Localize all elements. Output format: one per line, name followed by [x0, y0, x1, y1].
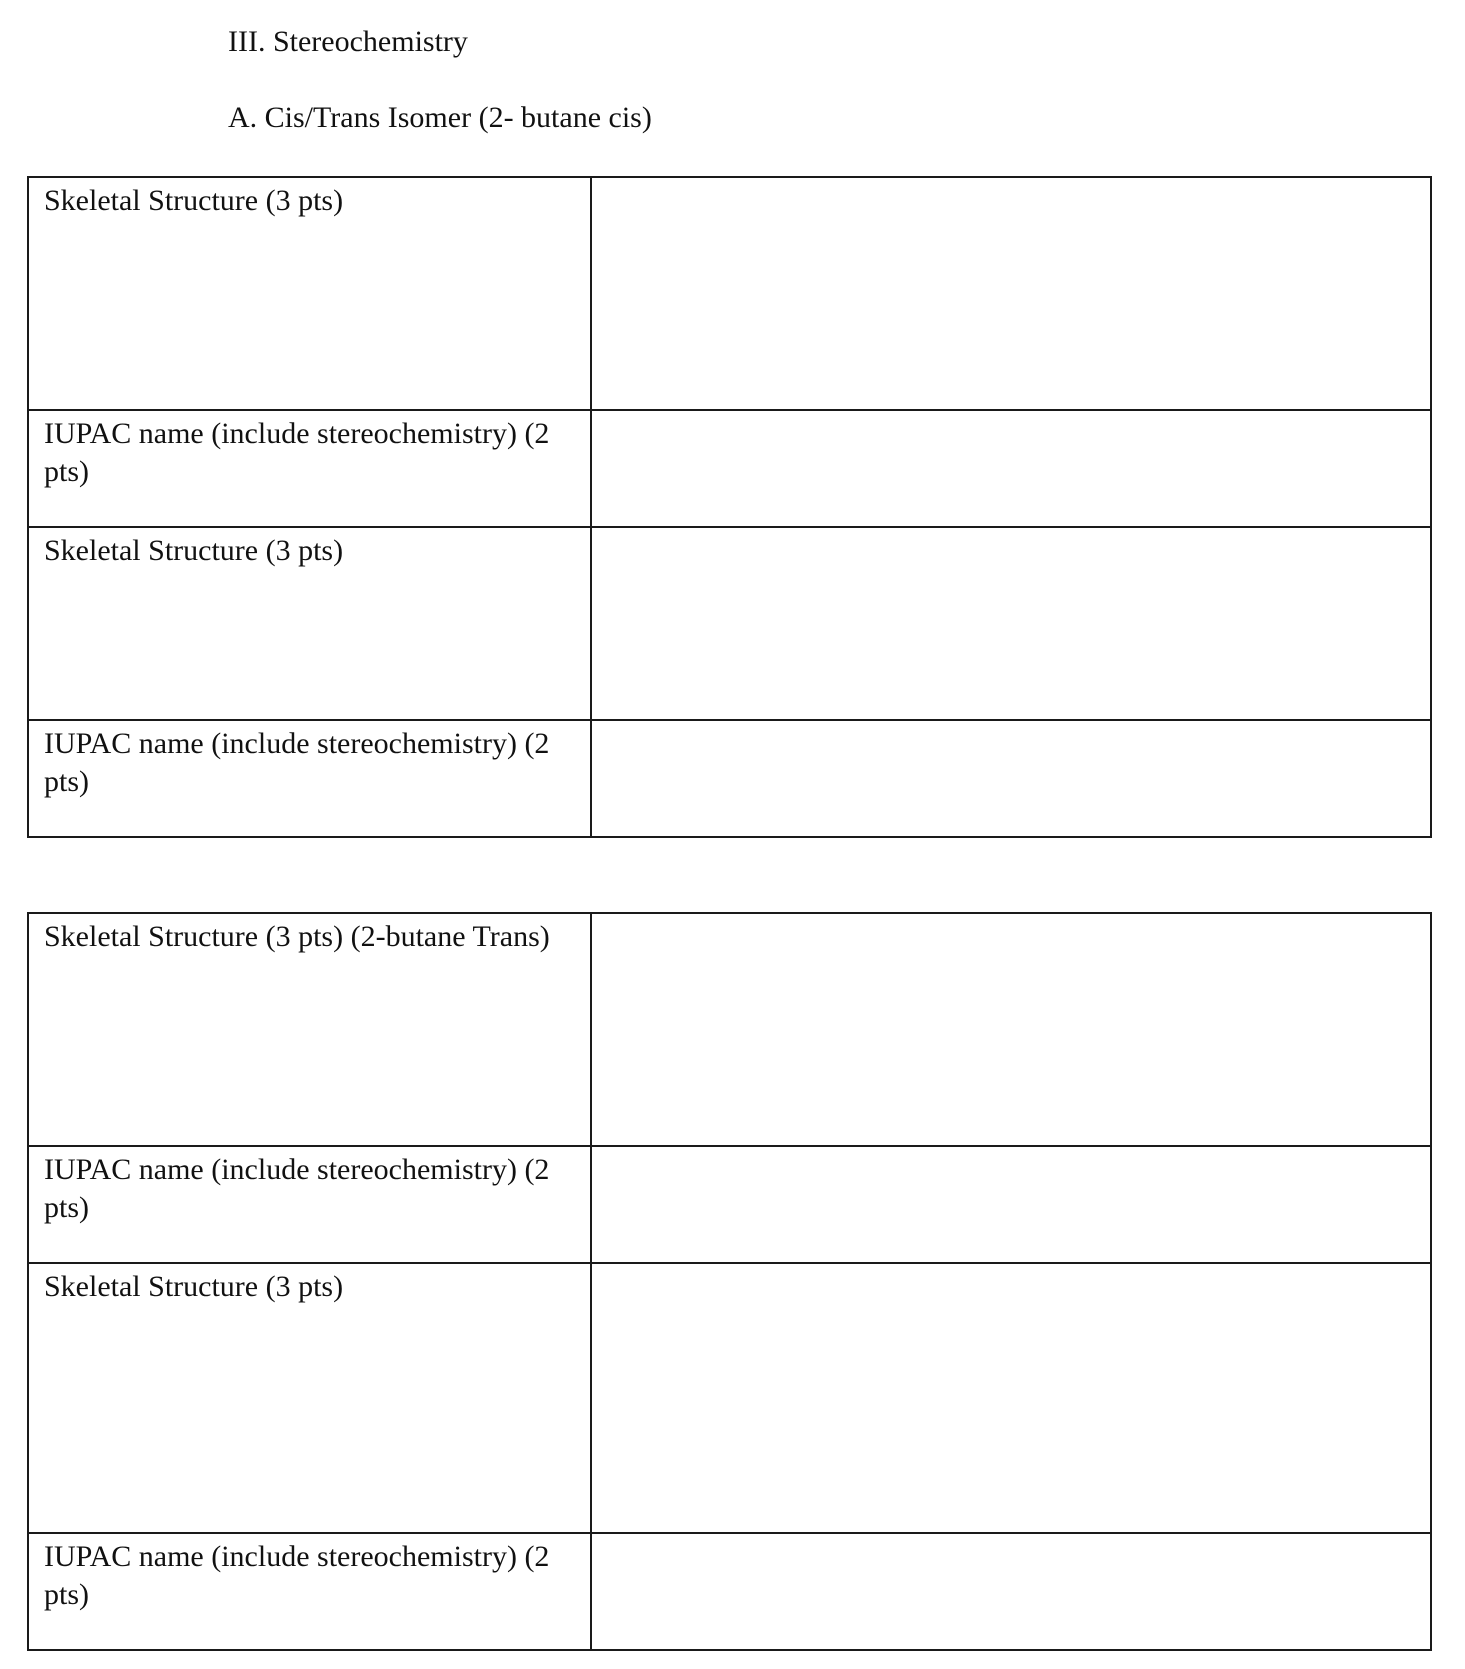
row-label: IUPAC name (include stereochemistry) (2 pts): [44, 1540, 550, 1611]
row-label-cell: [28, 410, 591, 527]
row-label-cell: [28, 913, 591, 1146]
answer-cell[interactable]: [591, 720, 1431, 837]
row-label: Skeletal Structure (3 pts) (2-butane Trans): [44, 920, 550, 953]
row-label-cell: [28, 1146, 591, 1263]
answer-cell[interactable]: [591, 527, 1431, 720]
section-heading: III. Stereochemistry: [228, 25, 468, 58]
row-label-cell: [28, 177, 591, 410]
table-row: [28, 527, 1431, 720]
row-label: IUPAC name (include stereochemistry) (2 pts): [44, 1153, 550, 1224]
answer-cell[interactable]: [591, 1146, 1431, 1263]
answer-cell[interactable]: [591, 1263, 1431, 1533]
worksheet-table-trans: [27, 912, 1432, 1651]
row-label: Skeletal Structure (3 pts): [44, 1270, 344, 1303]
table-row: [28, 1146, 1431, 1263]
table-row: [28, 1263, 1431, 1533]
worksheet-table-cis: [27, 176, 1432, 838]
answer-cell[interactable]: [591, 1533, 1431, 1650]
subsection-heading: A. Cis/Trans Isomer (2- butane cis): [228, 101, 652, 134]
table-row: [28, 720, 1431, 837]
table-row: [28, 177, 1431, 410]
row-label: IUPAC name (include stereochemistry) (2 pts): [44, 727, 550, 798]
row-label-cell: [28, 1263, 591, 1533]
answer-cell[interactable]: [591, 177, 1431, 410]
row-label-cell: [28, 527, 591, 720]
answer-cell[interactable]: [591, 410, 1431, 527]
table-row: [28, 410, 1431, 527]
answer-cell[interactable]: [591, 913, 1431, 1146]
row-label: IUPAC name (include stereochemistry) (2 pts): [44, 417, 550, 488]
row-label: Skeletal Structure (3 pts): [44, 534, 344, 567]
table-row: [28, 913, 1431, 1146]
row-label-cell: [28, 1533, 591, 1650]
row-label-cell: [28, 720, 591, 837]
row-label: Skeletal Structure (3 pts): [44, 184, 344, 217]
table-row: [28, 1533, 1431, 1650]
